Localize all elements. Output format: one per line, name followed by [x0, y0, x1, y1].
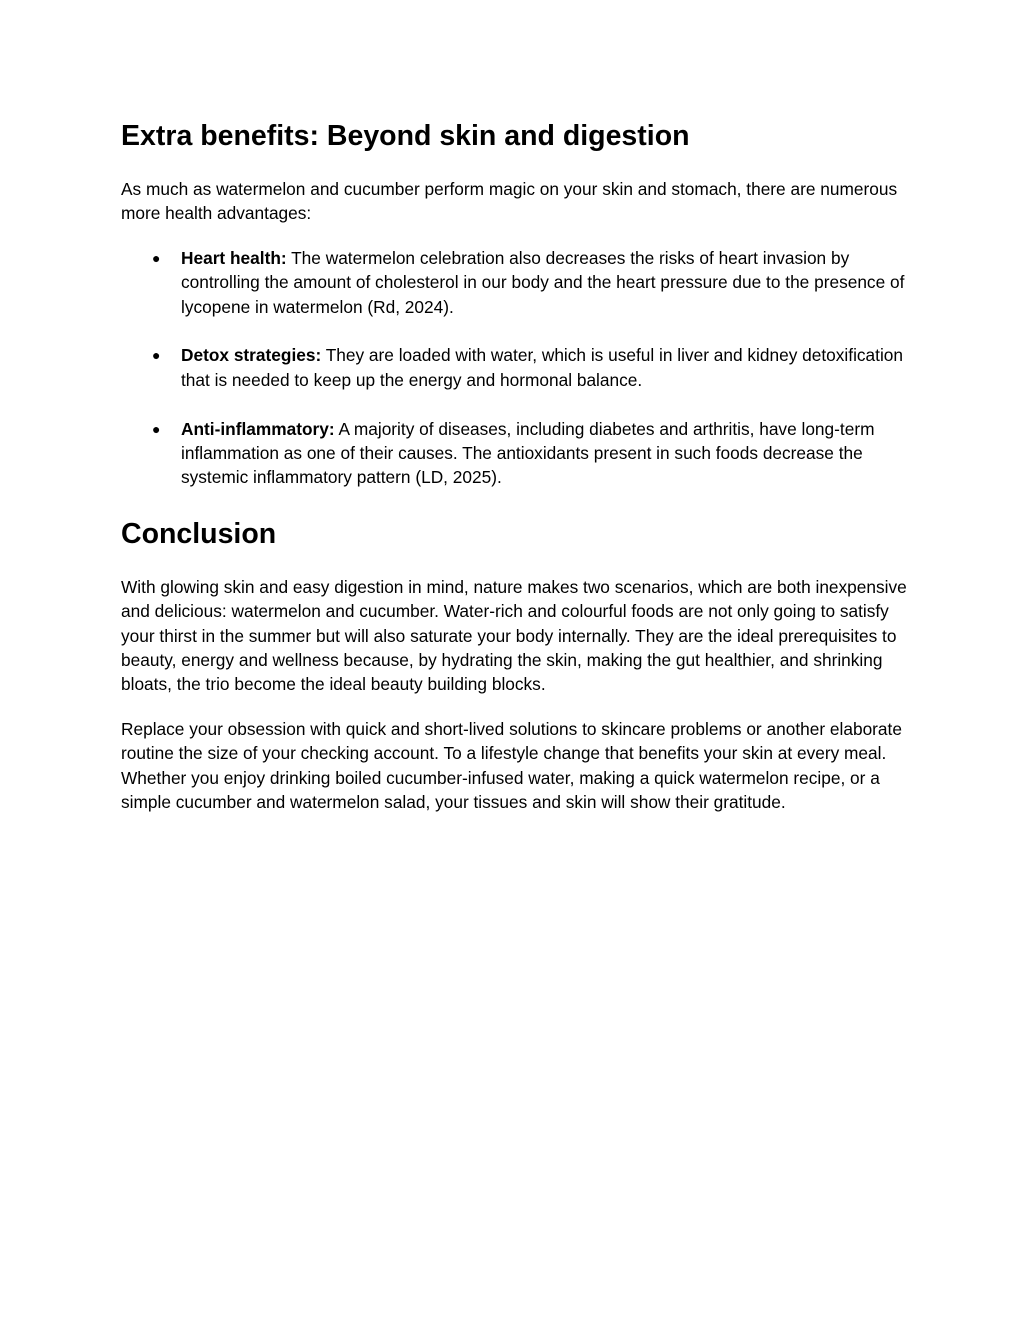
list-item-text: The watermelon celebration also decreases the risks of heart invasion by controlling the amount of cholesterol in our body and the heart pressure due to the presence of lycopene in watermelon (Rd, 2024).: [181, 247, 905, 317]
list-item-text: A majority of diseases, including diabetes and arthritis, have long-term inflammation as one of their causes. The antioxidants present in such foods decrease the systemic inflammatory pattern (LD, 2025).: [181, 418, 875, 488]
list-item-term: Anti-inflammatory:: [181, 418, 335, 439]
conclusion-paragraph: With glowing skin and easy digestion in mind, nature makes two scenarios, which are both inexpensive and delicious: watermelon and cucumber. Water-rich and colourful foods are not only going to satisfy your thirst in the summer but will also saturate your body internally. They are the ideal prerequisites to beauty, energy and wellness because, by hydrating the skin, making the gut healthier, and shrinking bloats, the trio become the ideal beauty building blocks.: [121, 576, 907, 695]
document-page: [121, 118, 911, 815]
intro-paragraph: As much as watermelon and cucumber perform magic on your skin and stomach, there are numerous more health advantages:: [121, 179, 898, 224]
section-heading-extra-benefits: Extra benefits: Beyond skin and digestion: [121, 120, 690, 152]
list-item-term: Heart health:: [181, 247, 287, 268]
section-heading-conclusion: Conclusion: [121, 517, 277, 550]
benefits-list: [121, 246, 911, 490]
list-item: [121, 417, 911, 490]
bullet-icon: ●: [152, 420, 161, 437]
bullet-icon: ●: [152, 249, 161, 266]
conclusion-paragraph: Replace your obsession with quick and short-lived solutions to skincare problems or another elaborate routine the size of your checking account. To a lifestyle change that benefits your skin at every meal. Whether you enjoy drinking boiled cucumber-infused water, making a quick watermelon recipe, or a simple cucumber and watermelon salad, your tissues and skin will show their gratitude.: [121, 718, 902, 813]
list-item-term: Detox strategies:: [181, 345, 322, 366]
bullet-icon: ●: [152, 347, 161, 364]
list-item: [121, 246, 911, 319]
list-item: [121, 343, 911, 392]
list-item-text: They are loaded with water, which is useful in liver and kidney detoxification that is needed to keep up the energy and hormonal balance.: [181, 345, 904, 390]
